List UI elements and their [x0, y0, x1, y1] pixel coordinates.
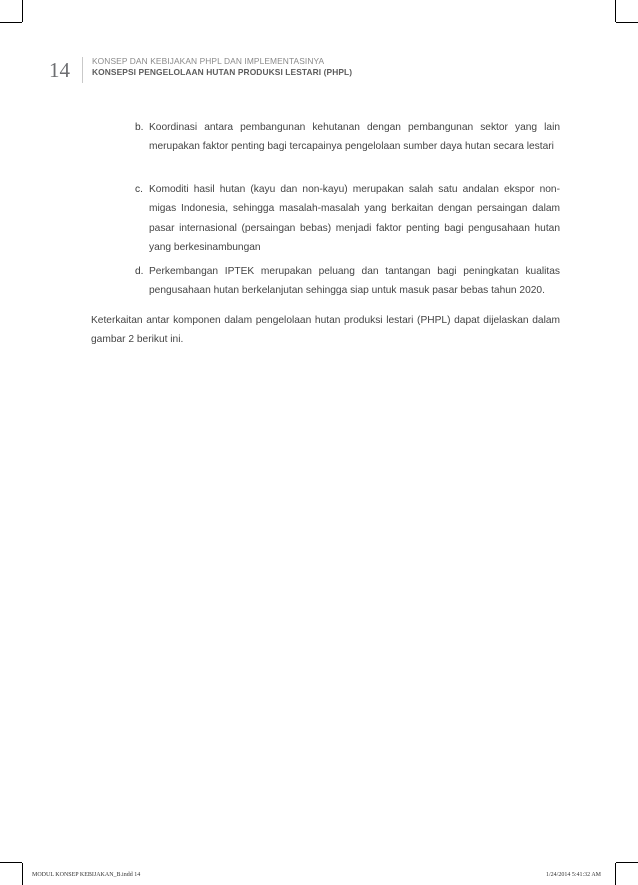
crop-mark [616, 862, 638, 863]
header-divider [82, 57, 83, 83]
running-header-title: KONSEP DAN KEBIJAKAN PHPL DAN IMPLEMENTASINYA [92, 56, 325, 66]
page-number: 14 [49, 58, 70, 82]
footer-file-name: MODUL KONSEP KEBIJAKAN_B.indd 14 [32, 872, 141, 878]
list-item-text: Perkembangan IPTEK merupakan peluang dan tantangan bagi peningkatan kualitas pengusahaan hutan berkelanjutan sehingga siap untuk masuk pasar bebas tahun 2020. [149, 266, 560, 297]
list-item-letter: b. [135, 122, 144, 133]
list-item [135, 262, 560, 301]
list-item-text: Komoditi hasil hutan (kayu dan non-kayu) merupakan salah satu andalan ekspor non-migas Indonesia, sehingga masalah-masalah yang berkaitan dengan persaingan dalam pasar internasional (persaingan bebas) menjadi faktor penting bagi pengusahaan hutan yang berkesinambungan [149, 184, 560, 254]
crop-mark [616, 22, 638, 23]
list-item-letter: d. [135, 266, 144, 277]
list-item [135, 180, 560, 258]
footer-timestamp: 1/24/2014 5:41:32 AM [546, 872, 602, 878]
body-paragraph: Keterkaitan antar komponen dalam pengelolaan hutan produksi lestari (PHPL) dapat dijelaskan dalam gambar 2 berikut ini. [91, 315, 560, 346]
crop-mark [0, 862, 22, 863]
crop-mark [615, 863, 616, 885]
crop-mark [22, 863, 23, 885]
running-header-subtitle: KONSEPSI PENGELOLAAN HUTAN PRODUKSI LESTARI (PHPL) [92, 67, 353, 77]
crop-mark [615, 0, 616, 22]
list-item [135, 118, 560, 157]
list-item-letter: c. [135, 184, 143, 195]
crop-mark [22, 0, 23, 22]
crop-mark [0, 22, 22, 23]
list-item-text: Koordinasi antara pembangunan kehutanan dengan pembangunan sektor yang lain merupakan faktor penting bagi tercapainya pengelolaan sumber daya hutan secara lestari [149, 122, 560, 153]
